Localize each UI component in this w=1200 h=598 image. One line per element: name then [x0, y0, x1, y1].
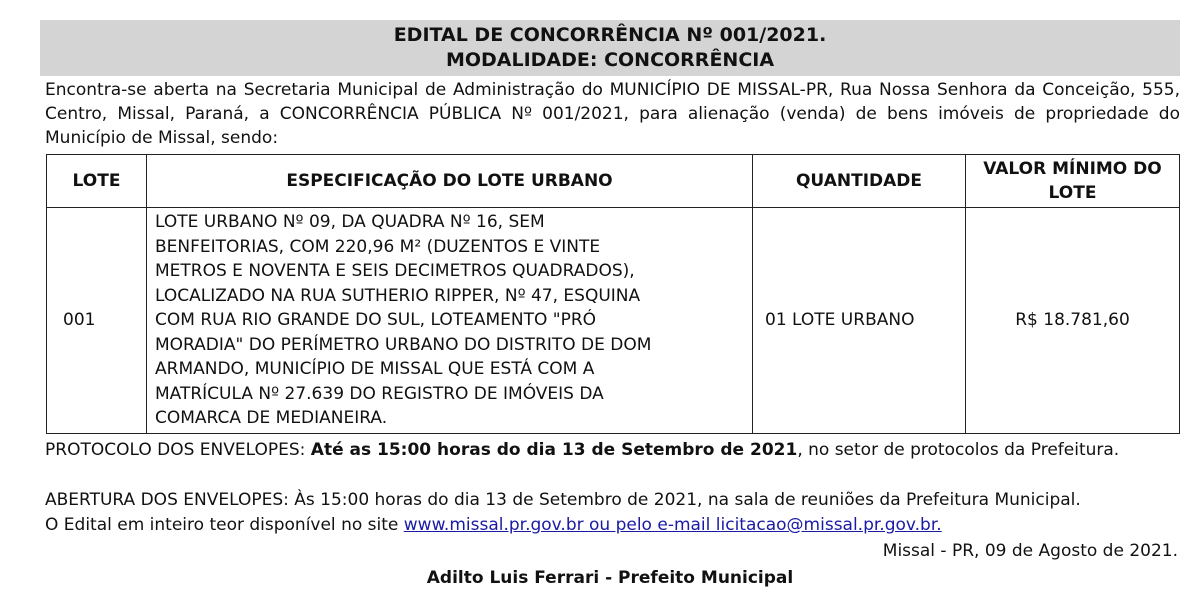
spec-line: ARMANDO, MUNICÍPIO DE MISSAL QUE ESTÁ COM A: [155, 359, 595, 379]
edital-prefix: O Edital em inteiro teor disponível no site: [45, 515, 404, 535]
spec-line: COMARCA DE MEDIANEIRA.: [155, 408, 388, 428]
table-row: [47, 208, 1180, 434]
lote-quantity: 01 LOTE URBANO: [753, 208, 966, 434]
abertura-paragraph: ABERTURA DOS ENVELOPES: Às 15:00 horas do dia 13 de Setembro de 2021, na sala de reuniões da Prefeitura Municipal.: [45, 490, 1081, 510]
lote-number: 001: [47, 208, 147, 434]
protocolo-deadline: Até as 15:00 horas do dia 13 de Setembro de 2021: [310, 440, 798, 460]
protocolo-label: PROTOCOLO DOS ENVELOPES:: [45, 440, 311, 460]
date-line: Missal - PR, 09 de Agosto de 2021.: [882, 541, 1178, 561]
notice-header: [40, 20, 1180, 76]
protocolo-rest: , no setor de protocolos da Prefeitura.: [797, 440, 1120, 460]
spec-line: LOCALIZADO NA RUA SUTHERIO RIPPER, Nº 47, ESQUINA: [155, 285, 641, 306]
protocolo-paragraph: [45, 438, 1180, 462]
spec-line: MATRÍCULA Nº 27.639 DO REGISTRO DE IMÓVEIS DA: [155, 383, 604, 404]
signature-line: Adilto Luis Ferrari - Prefeito Municipal: [426, 568, 794, 588]
header-spec: ESPECIFICAÇÃO DO LOTE URBANO: [147, 155, 753, 208]
edital-paragraph: [45, 513, 1180, 537]
intro-paragraph: Encontra-se aberta na Secretaria Municipal de Administração do MUNICÍPIO DE MISSAL-PR, Rua Nossa Senhora da Conceição, 555, Centro, Missal, Paraná, a CONCORRÊNCIA PÚBLICA Nº 001/2021, para alienação (venda) de bens imóveis de propriedade do Município de Missal, sendo:: [45, 80, 1180, 148]
notice-subtitle: MODALIDADE: CONCORRÊNCIA: [445, 49, 775, 71]
spec-line: MORADIA" DO PERÍMETRO URBANO DO DISTRITO DE DOM: [155, 334, 652, 355]
header-value: VALOR MÍNIMO DO LOTE: [966, 155, 1180, 208]
spec-line: COM RUA RIO GRANDE DO SUL, LOTEAMENTO "PRÓ: [155, 310, 597, 330]
lots-table: [46, 154, 1180, 434]
spec-line: METROS E NOVENTA E SEIS DECIMETROS QUADRADOS),: [155, 261, 635, 281]
header-lote: LOTE: [47, 155, 147, 208]
notice-title: EDITAL DE CONCORRÊNCIA Nº 001/2021.: [393, 24, 827, 46]
spec-line: LOTE URBANO Nº 09, DA QUADRA Nº 16, SEM: [155, 212, 545, 232]
spec-line: BENFEITORIAS, COM 220,96 M² (DUZENTOS E VINTE: [155, 236, 601, 257]
edital-link[interactable]: www.missal.pr.gov.br ou pelo e-mail licitacao@missal.pr.gov.br.: [403, 515, 942, 535]
lote-specification: [147, 208, 753, 434]
header-qty: QUANTIDADE: [753, 155, 966, 208]
table-header-row: [47, 155, 1180, 208]
lote-min-value: R$ 18.781,60: [966, 208, 1180, 434]
